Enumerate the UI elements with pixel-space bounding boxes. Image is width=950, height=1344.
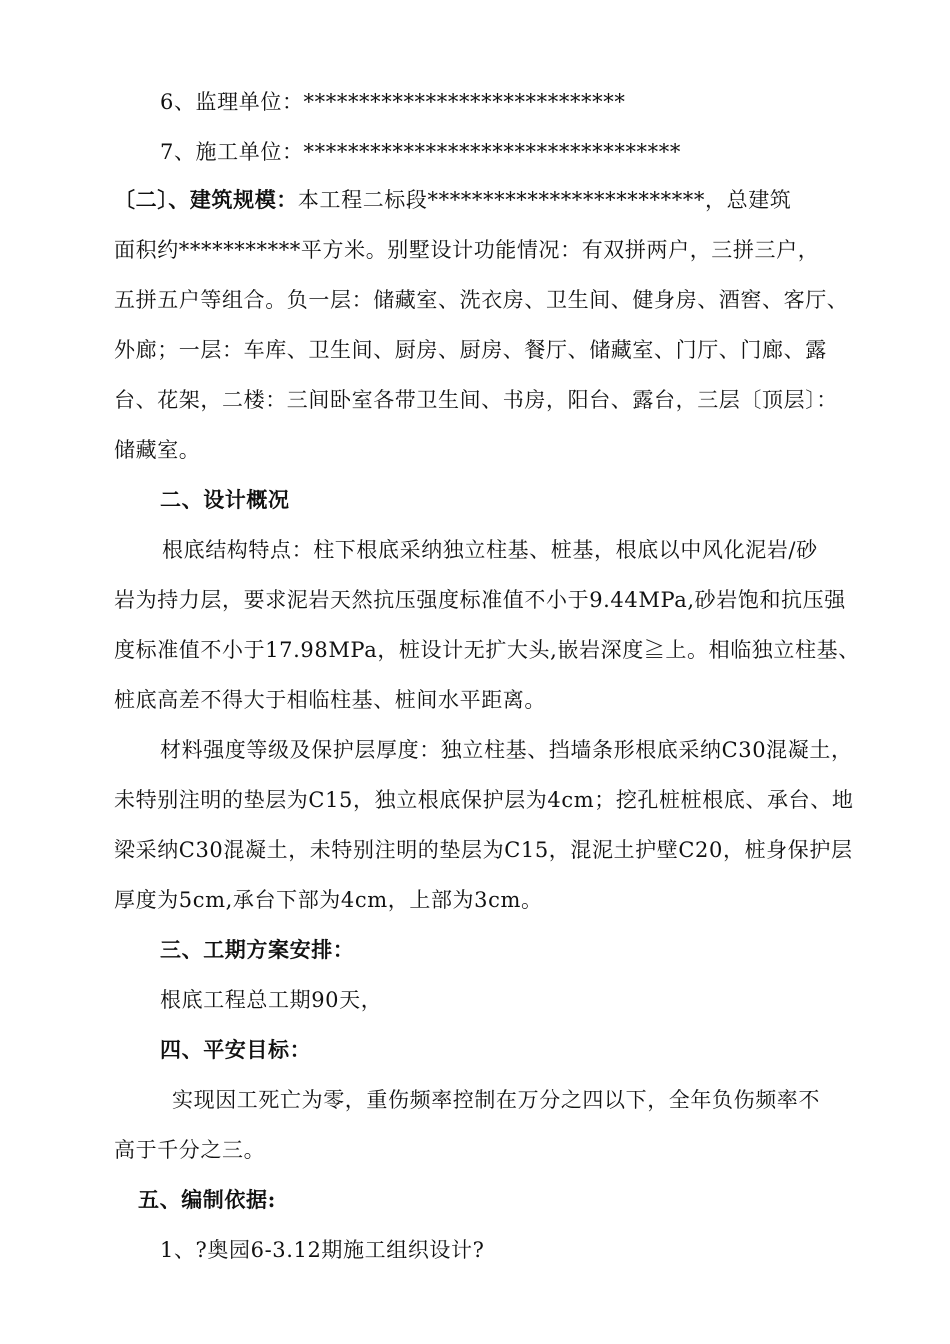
paragraph-line: 梁采纳C30混凝土，未特别注明的垫层为C15，混泥土护壁C20，桩身保护层 xyxy=(114,838,853,862)
paragraph-line: 度标准值不小于17.98MPa，桩设计无扩大头,嵌岩深度≧上。相临独立柱基、 xyxy=(114,638,860,662)
paragraph-line: 岩为持力层，要求泥岩天然抗压强度标准值不小于9.44MPa,砂岩饱和抗压强 xyxy=(114,588,846,612)
section-heading-basis: 五、编制依据: xyxy=(138,1187,276,1212)
paragraph-line: 1、?奥园6-3.12期施工组织设计? xyxy=(160,1238,485,1262)
building-scale-text: 本工程二标段*************************，总建筑 xyxy=(297,188,792,212)
paragraph-line: 厚度为5cm,承台下部为4cm，上部为3cm。 xyxy=(114,888,543,912)
paragraph-line: 材料强度等级及保护层厚度：独立柱基、挡墙条形根底采纳C30混凝土， xyxy=(160,738,853,762)
paragraph-line: 根底结构特点：柱下根底采纳独立柱基、桩基，根底以中风化泥岩/砂 xyxy=(162,538,818,562)
construction-unit-line: 7、施工单位：********************************** xyxy=(160,140,681,164)
supervision-unit-line: 6、监理单位：***************************** xyxy=(160,90,626,114)
paragraph-line: 根底工程总工期90天， xyxy=(160,988,383,1012)
building-scale-paragraph-line xyxy=(114,186,791,214)
paragraph-line: 实现因工死亡为零，重伤频率控制在万分之四以下，全年负伤频率不 xyxy=(172,1088,820,1112)
paragraph-line: 储藏室。 xyxy=(114,438,201,462)
building-scale-heading: 〔二〕、建筑规模： xyxy=(114,187,298,212)
paragraph-line: 未特别注明的垫层为C15，独立根底保护层为4cm；挖孔桩桩根底、承台、地 xyxy=(114,788,854,812)
paragraph-line: 面积约***********平方米。别墅设计功能情况：有双拼两户，三拼三户， xyxy=(114,238,820,262)
section-heading-design-overview: 二、设计概况 xyxy=(160,487,290,512)
section-heading-safety-target: 四、平安目标： xyxy=(160,1037,312,1062)
paragraph-line: 台、花架，二楼：三间卧室各带卫生间、书房，阳台、露台，三层〔顶层〕： xyxy=(114,388,838,412)
paragraph-line: 高于千分之三。 xyxy=(114,1138,266,1162)
paragraph-line: 桩底高差不得大于相临柱基、桩间水平距离。 xyxy=(114,688,546,712)
paragraph-line: 外廊；一层：车库、卫生间、厨房、厨房、餐厅、储藏室、门厅、门廊、露 xyxy=(114,338,827,362)
section-heading-schedule: 三、工期方案安排： xyxy=(160,937,355,962)
paragraph-line: 五拼五户等组合。负一层：储藏室、洗衣房、卫生间、健身房、酒窖、客厅、 xyxy=(114,288,849,312)
